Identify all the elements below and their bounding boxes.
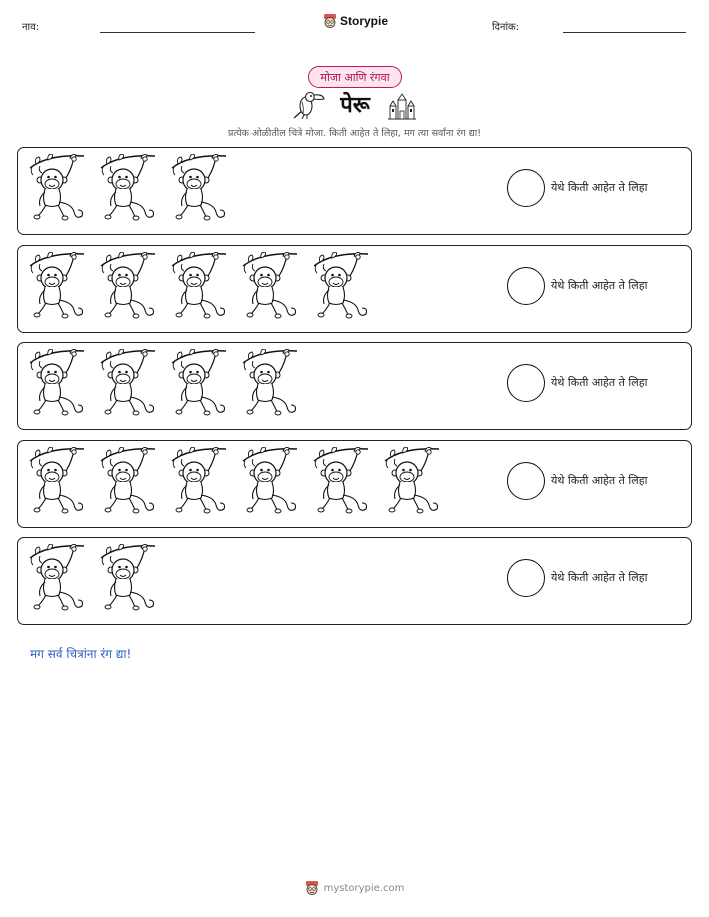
castle-icon [386,92,418,120]
name-line[interactable] [100,32,255,33]
monkey-icon [170,154,228,222]
monkey-icon [28,447,86,515]
worksheet-title: पेरू [340,93,370,118]
storypie-logo-icon [323,13,337,29]
answer-circle-1[interactable] [507,169,545,207]
brand [323,13,388,29]
monkey-icon [28,349,86,417]
monkey-icon [241,349,299,417]
monkey-icon [312,447,370,515]
name-label: नाव: [22,22,40,33]
count-row-2 [17,245,692,333]
answer-circle-3[interactable] [507,364,545,402]
monkey-icon [383,447,441,515]
answer-circle-2[interactable] [507,267,545,305]
monkey-icon [99,349,157,417]
monkey-icon [170,252,228,320]
count-row-5 [17,537,692,625]
monkey-icon [28,252,86,320]
instructions: प्रत्येक ओळीतील चित्रे मोजा. किती आहेत ते लिहा, मग त्या सर्वांना रंग द्या! [227,128,482,139]
activity-badge: मोजा आणि रंगवा [308,66,402,88]
monkey-icon [28,544,86,612]
answer-label-2: येथे किती आहेत ते लिहा [551,279,648,292]
color-note: मग सर्व चित्रांना रंग द्या! [30,647,132,661]
count-row-1 [17,147,692,235]
monkey-icon [170,447,228,515]
date-line[interactable] [563,32,686,33]
footer [0,880,709,896]
monkey-icon [99,544,157,612]
toucan-icon [291,88,325,120]
monkey-icon [99,154,157,222]
count-row-3 [17,342,692,430]
monkey-icon [241,447,299,515]
monkey-icon [312,252,370,320]
answer-circle-5[interactable] [507,559,545,597]
monkey-icon [28,154,86,222]
answer-circle-4[interactable] [507,462,545,500]
storypie-logo-icon [305,880,319,896]
answer-label-5: येथे किती आहेत ते लिहा [551,571,648,584]
brand-name: Storypie [340,14,389,28]
footer-site: mystorypie.com [323,882,405,894]
answer-label-3: येथे किती आहेत ते लिहा [551,376,648,389]
answer-label-4: येथे किती आहेत ते लिहा [551,474,648,487]
worksheet-header [0,0,709,50]
answer-label-1: येथे किती आहेत ते लिहा [551,181,648,194]
monkey-icon [99,252,157,320]
count-row-4 [17,440,692,528]
monkey-icon [241,252,299,320]
monkey-icon [99,447,157,515]
monkey-icon [170,349,228,417]
date-label: दिनांक: [492,22,520,33]
